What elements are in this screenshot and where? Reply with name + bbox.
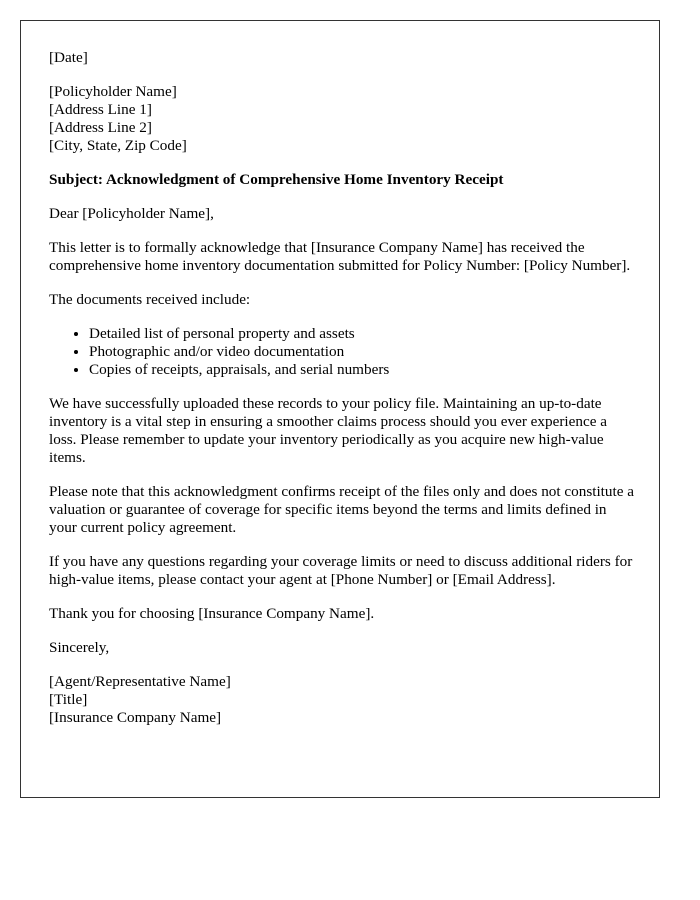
letter-closing: Sincerely, xyxy=(49,639,110,656)
recipient-address-line-1: [Address Line 1] xyxy=(49,101,152,118)
signatory-company: [Insurance Company Name] xyxy=(49,709,222,726)
letter-date: [Date] xyxy=(49,49,88,66)
recipient-city-state-zip: [City, State, Zip Code] xyxy=(49,137,187,154)
signatory-title: [Title] xyxy=(49,691,88,708)
signatory-name: [Agent/Representative Name] xyxy=(49,673,231,690)
recipient-address-line-2: [Address Line 2] xyxy=(49,119,152,136)
signature-block xyxy=(49,673,635,727)
recipient-address-block xyxy=(49,83,635,155)
letter-subject: Subject: Acknowledgment of Comprehensive Home Inventory Receipt xyxy=(49,171,504,188)
letter-salutation: Dear [Policyholder Name], xyxy=(49,205,214,222)
disclaimer-paragraph: Please note that this acknowledgment confirms receipt of the files only and does not constitute a valuation or guarantee of coverage for specific items beyond the terms and limits defined in your current policy agreement. xyxy=(49,483,634,536)
documents-list xyxy=(49,325,635,379)
recipient-name: [Policyholder Name] xyxy=(49,83,177,100)
thank-you-line: Thank you for choosing [Insurance Company Name]. xyxy=(49,605,375,622)
letter-body xyxy=(49,49,635,727)
list-item: • Detailed list of personal property and assets xyxy=(89,325,635,343)
upload-confirmation-paragraph: We have successfully uploaded these records to your policy file. Maintaining an up-to-date inventory is a vital step in ensuring a smoother claims process should you ever experience a loss. Please remember to update your inventory periodically as you acquire new high-value items. xyxy=(49,395,607,466)
contact-paragraph: If you have any questions regarding your coverage limits or need to discuss additional riders for high-value items, please contact your agent at [Phone Number] or [Email Address]. xyxy=(49,553,633,588)
documents-intro: The documents received include: xyxy=(49,291,251,308)
acknowledgment-paragraph: This letter is to formally acknowledge that [Insurance Company Name] has received the comprehensive home inventory documentation submitted for Policy Number: [Policy Number]. xyxy=(49,239,631,274)
letter-frame xyxy=(20,20,660,798)
list-item: • Copies of receipts, appraisals, and serial numbers xyxy=(89,361,635,379)
list-item: • Photographic and/or video documentation xyxy=(89,343,635,361)
